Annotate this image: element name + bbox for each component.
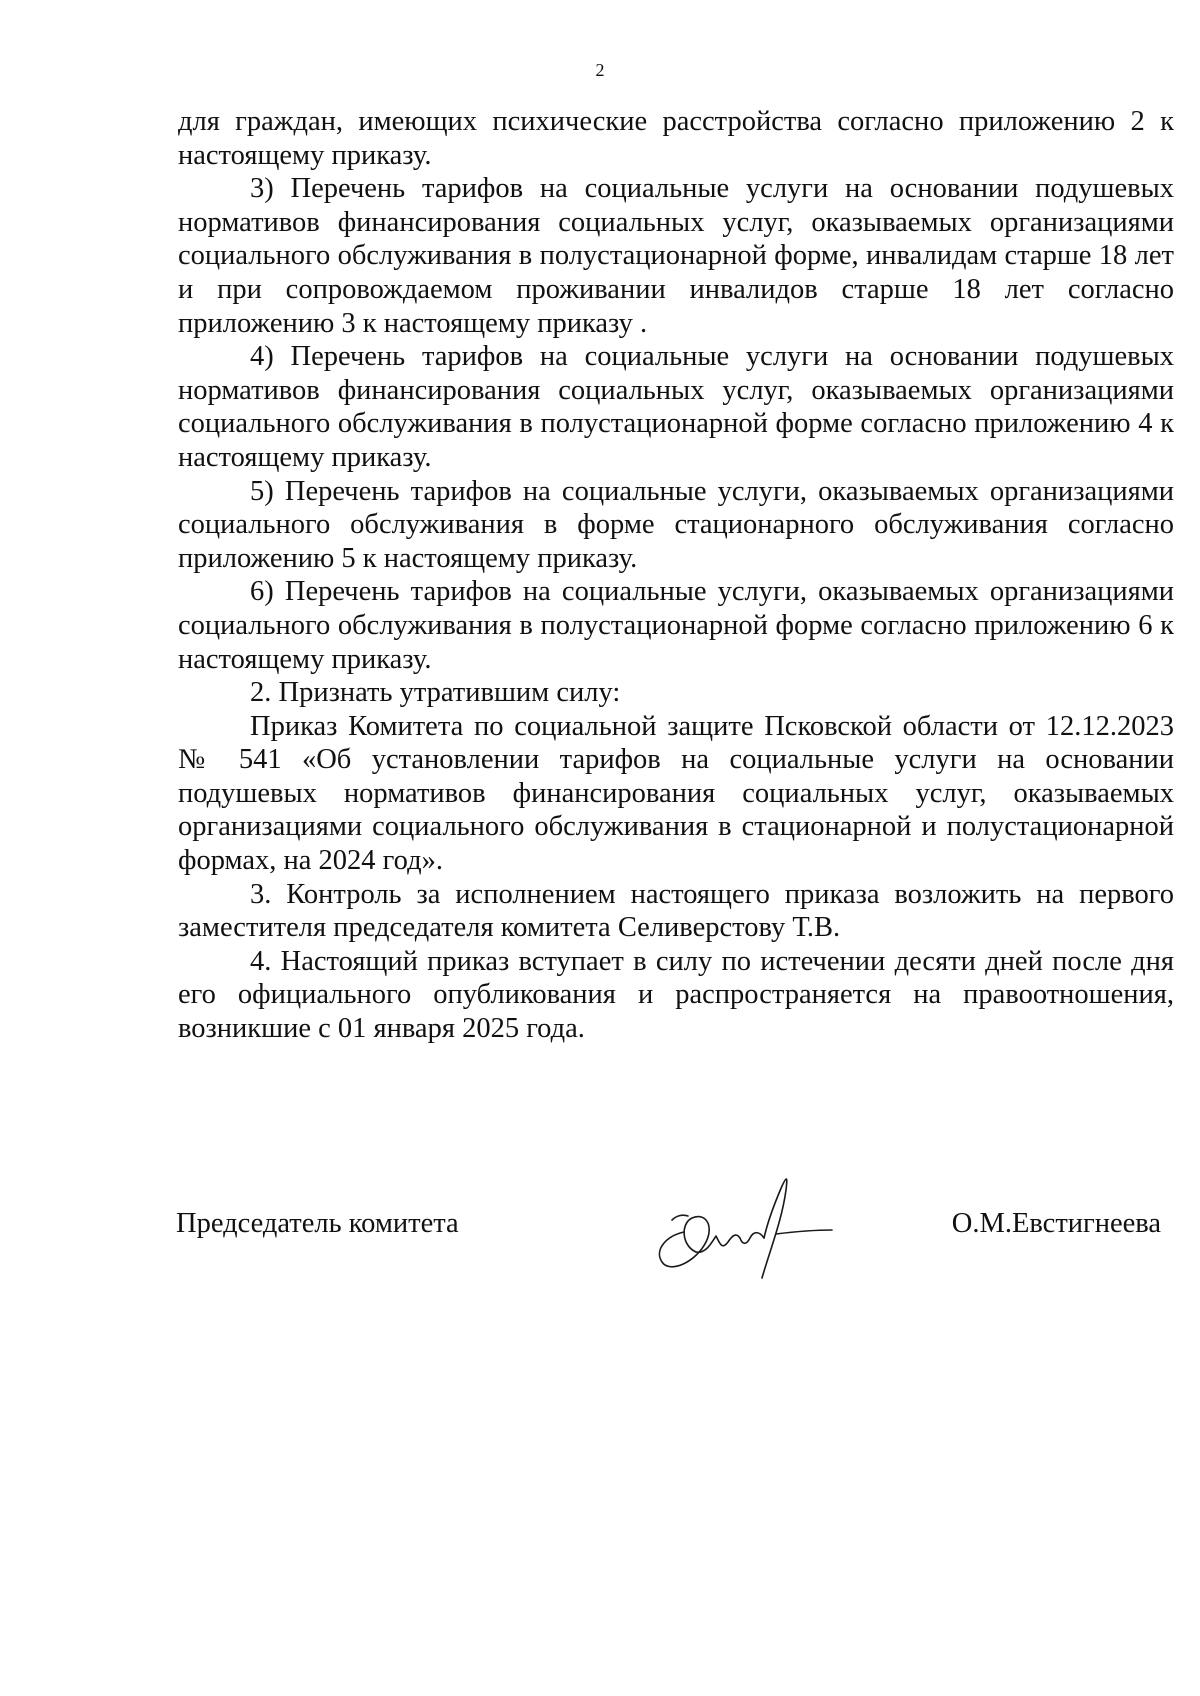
paragraph-item-6: 6) Перечень тарифов на социальные услуги, оказываемых организациями социального обслуживания в полустационарной форме согласно приложению 6 к настоящему приказу. — [178, 576, 1174, 675]
paragraph-clause-4: 4. Настоящий приказ вступает в силу по истечении десяти дней после дня его официального опубликования и распространяется на правоотношения, возникшие с 01 января 2025 года. — [178, 945, 1174, 1045]
signatory-name: О.М.Евстигнеева — [951, 1208, 1161, 1239]
paragraph-clause-3: 3. Контроль за исполнением настоящего приказа возложить на первого заместителя председателя комитета Селиверстову Т.В. — [178, 878, 1174, 944]
paragraph-item-3: 3) Перечень тарифов на социальные услуги на основании подушевых нормативов финансирования социальных услуг, оказываемых организациями социального обслуживания в полустационарной форме, инвалидам старше 18 лет и при сопровождаемом проживании инвалидов старше 18 лет согласно приложению 3 к настоящему приказу . — [178, 173, 1174, 339]
paragraph-item-5: 5) Перечень тарифов на социальные услуги, оказываемых организациями социального обслуживания в форме стационарного обслуживания согласно приложению 5 к настоящему приказу. — [178, 475, 1174, 574]
paragraph-item-4: 4) Перечень тарифов на социальные услуги на основании подушевых нормативов финансирования социальных услуг, оказываемых организациями социального обслуживания в полустационарной форме согласно приложению 4 к настоящему приказу. — [178, 341, 1174, 473]
signature-block — [176, 1150, 1176, 1270]
paragraph-repealed-order: Приказ Комитета по социальной защите Псковской области от 12.12.2023 № 541 «Об установлении тарифов на социальные услуги на основании подушевых нормативов финансирования социальных услуг, оказываемых организациями социального обслуживания в стационарной и полустационарной формах, на 2024 год». — [178, 710, 1174, 877]
document-body — [178, 105, 1174, 1046]
handwritten-signature — [636, 1150, 846, 1290]
paragraph-continuation: для граждан, имеющих психические расстройства согласно приложению 2 к настоящему приказу. — [178, 106, 1174, 171]
page-number: 2 — [595, 60, 605, 80]
signatory-role: Председатель комитета — [176, 1208, 459, 1239]
paragraph-clause-2: 2. Признать утратившим силу: — [250, 677, 621, 709]
